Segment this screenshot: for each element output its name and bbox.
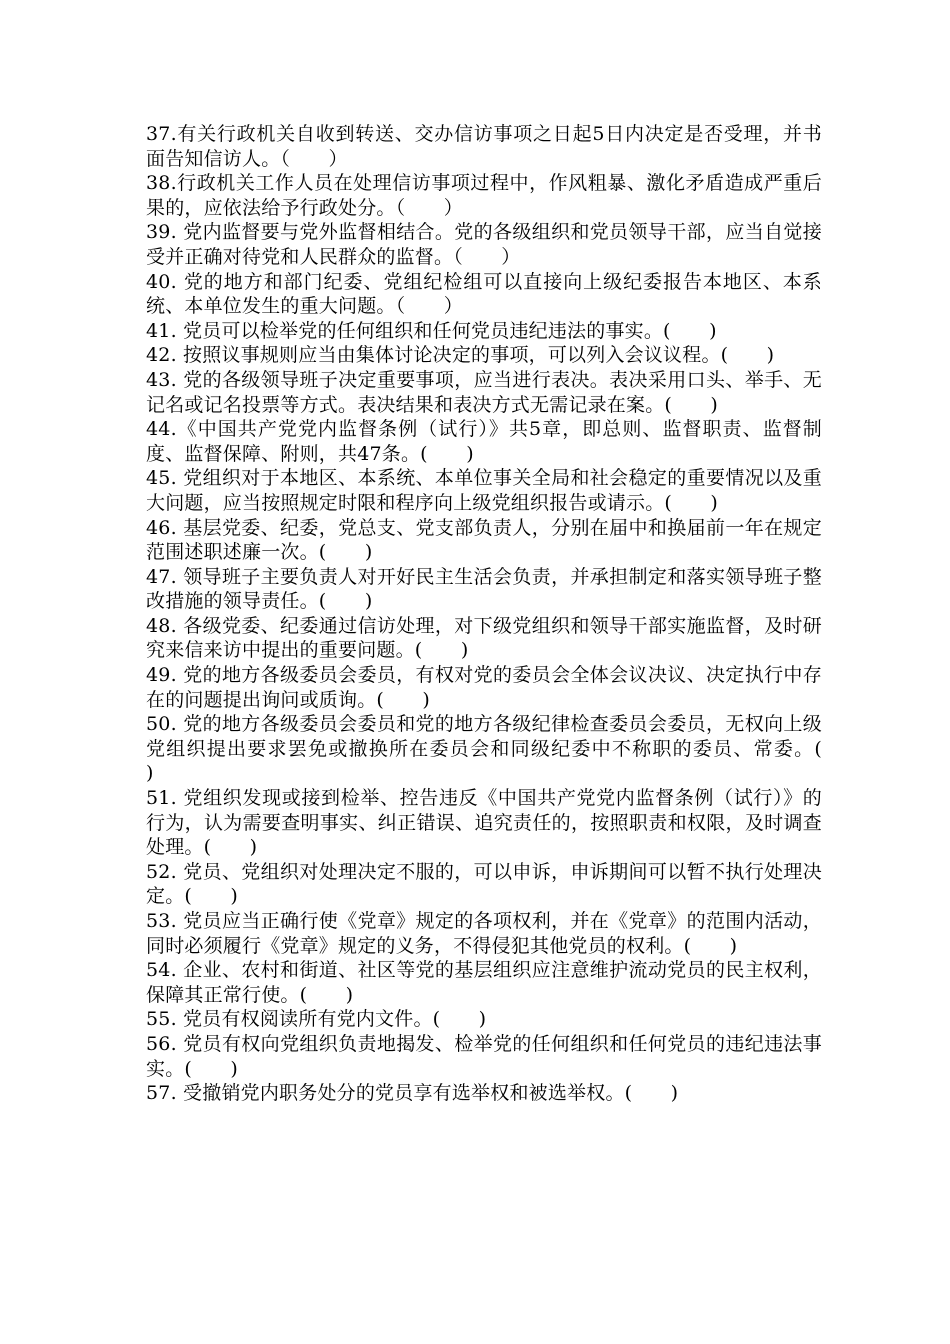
question-45: 45. 党组织对于本地区、本系统、本单位事关全局和社会稳定的重要情况以及重大问题，应当按照规定时限和程序向上级党组织报告或请示。( ) [146, 467, 822, 514]
question-55: 55. 党员有权阅读所有党内文件。( ) [146, 1008, 487, 1031]
question-49: 49. 党的地方各级委员会委员，有权对党的委员会全体会议决议、决定执行中存在的问题提出询问或质询。( ) [146, 664, 822, 711]
question-51: 51. 党组织发现或接到检举、控告违反《中国共产党党内监督条例（试行）》的行为，认为需要查明事实、纠正错误、追究责任的，按照职责和权限，及时调查处理。( ) [146, 787, 822, 859]
question-53: 53. 党员应当正确行使《党章》规定的各项权利，并在《党章》的范围内活动，同时必须履行《党章》规定的义务，不得侵犯其他党员的权利。( ) [146, 910, 822, 957]
question-54: 54. 企业、农村和街道、社区等党的基层组织应注意维护流动党员的民主权利，保障其正常行使。( ) [146, 959, 822, 1006]
question-57: 57. 受撤销党内职务处分的党员享有选举权和被选举权。( ) [146, 1082, 679, 1105]
question-56: 56. 党员有权向党组织负责地揭发、检举党的任何组织和任何党员的违纪违法事实。( ) [146, 1032, 822, 1080]
question-52: 52. 党员、党组织对处理决定不服的，可以申诉，申诉期间可以暂不执行处理决定。( ) [146, 860, 822, 908]
question-48: 48. 各级党委、纪委通过信访处理，对下级党组织和领导干部实施监督，及时研究来信来访中提出的重要问题。( ) [146, 614, 822, 662]
question-47: 47. 领导班子主要负责人对开好民主生活会负责，并承担制定和落实领导班子整改措施的领导责任。( ) [146, 565, 822, 613]
question-46: 46. 基层党委、纪委，党总支、党支部负责人，分别在届中和换届前一年在规定范围述职述廉一次。( ) [146, 516, 822, 564]
question-37: 37.有关行政机关自收到转送、交办信访事项之日起5日内决定是否受理，并书面告知信访人。（ ） [146, 123, 822, 170]
question-38: 38.行政机关工作人员在处理信访事项过程中，作风粗暴、激化矛盾造成严重后果的，应依法给予行政处分。（ ） [146, 172, 822, 219]
question-50: 50. 党的地方各级委员会委员和党的地方各级纪律检查委员会委员，无权向上级党组织提出要求罢免或撤换所在委员会和同级纪委中不称职的委员、常委。( ) [146, 713, 861, 785]
question-41: 41. 党员可以检举党的任何组织和任何党员违纪违法的事实。( ) [146, 319, 717, 342]
question-44: 44.《中国共产党党内监督条例（试行）》共5章，即总则、监督职责、监督制度、监督保障、附则，共47条。( ) [146, 418, 822, 465]
question-43: 43. 党的各级领导班子决定重要事项，应当进行表决。表决采用口头、举手、无记名或记名投票等方式。表决结果和表决方式无需记录在案。( ) [146, 368, 822, 416]
question-39: 39. 党内监督要与党外监督相结合。党的各级组织和党员领导干部，应当自觉接受并正确对待党和人民群众的监督。（ ） [146, 221, 822, 268]
question-list [146, 122, 861, 1106]
question-42: 42. 按照议事规则应当由集体讨论决定的事项，可以列入会议议程。( ) [146, 344, 775, 367]
question-40: 40. 党的地方和部门纪委、党组纪检组可以直接向上级纪委报告本地区、本系统、本单位发生的重大问题。（ ） [146, 270, 822, 318]
